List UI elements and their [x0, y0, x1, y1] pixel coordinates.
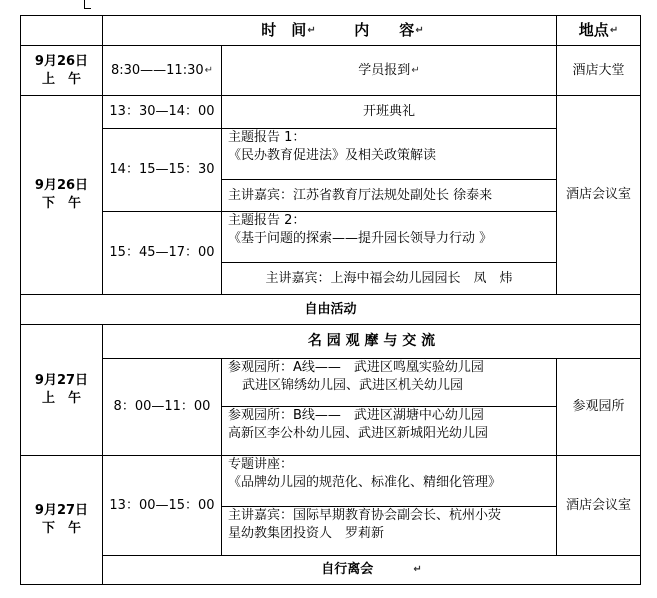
report2-speaker: 主讲嘉宾：上海中福会幼儿园园长 凤 炜: [265, 270, 513, 286]
row3-day: [21, 325, 102, 455]
report1-topic: 主题报告 1： 《民办教育促进法》及相关政策解读: [228, 130, 437, 163]
header-place: 地点 ↵: [578, 21, 619, 40]
row1-period: 上 午: [41, 71, 81, 87]
row2-place: 酒店会议室: [565, 187, 631, 203]
row4-time: 13：00—15：00: [109, 497, 215, 513]
row3-place: 参观园所: [572, 399, 625, 415]
row1-time: 8:30——11:30 ↵: [110, 62, 214, 78]
row4-date: 9月27日: [34, 503, 89, 519]
header-time-text: 时 间: [261, 21, 307, 40]
row1-day: [21, 46, 102, 95]
row1-date: 9月26日: [34, 53, 89, 69]
report1-speaker: 主讲嘉宾：江苏省教育厅法规处副处长 徐泰来: [228, 187, 493, 203]
ceremony-time: 13：30—14：00: [103, 96, 221, 128]
row3-period: 上 午: [41, 391, 81, 406]
row1-place: 酒店大堂: [572, 62, 625, 78]
row1-content: 学员报到 ↵: [358, 62, 420, 78]
row3-title: 名 园 观 摩 与 交 流: [307, 333, 436, 350]
report1-time: 14：15—15：30: [109, 162, 215, 178]
report2-topic: 主题报告 2： 《基于问题的探索——提升园长领导力行动 》: [228, 213, 493, 246]
row4-day: [21, 456, 102, 584]
route-b: 参观园所：B线—— 武进区湖塘中心幼儿园 高新区李公朴幼儿园、武进区新城阳光幼儿园: [228, 408, 489, 441]
header-content-text: 内 容: [354, 21, 415, 40]
self-leave: 自行离会 ↵: [321, 562, 422, 578]
row3-date: 9月27日: [34, 373, 89, 389]
header-content: 内 容 ↵: [354, 21, 424, 40]
row2-date: 9月26日: [34, 178, 89, 194]
row4-period: 下 午: [41, 521, 81, 536]
lecture-speaker: 主讲嘉宾：国际早期教育协会副会长、杭州小荧 星幼教集团投资人 罗莉新: [228, 508, 502, 541]
route-a: 参观园所：A线—— 武进区鸣凰实验幼儿园 武进区锦绣幼儿园、武进区机关幼儿园: [228, 360, 484, 393]
row3-time: 8：00—11：00: [113, 399, 211, 415]
free-activity: 自由活动: [304, 301, 357, 317]
header-time: 时 间 ↵: [261, 21, 316, 40]
header-place-text: 地点: [578, 21, 609, 40]
row4-place: 酒店会议室: [565, 497, 631, 513]
ceremony-title: 开班典礼: [362, 104, 415, 120]
row2-period: 下 午: [41, 196, 81, 211]
row2-day: [21, 96, 102, 294]
lecture-topic: 专题讲座： 《品牌幼儿园的规范化、标准化、精细化管理》: [228, 457, 502, 490]
page-corner-mark: [84, 0, 91, 9]
report2-time: 15：45—17：00: [109, 245, 215, 261]
